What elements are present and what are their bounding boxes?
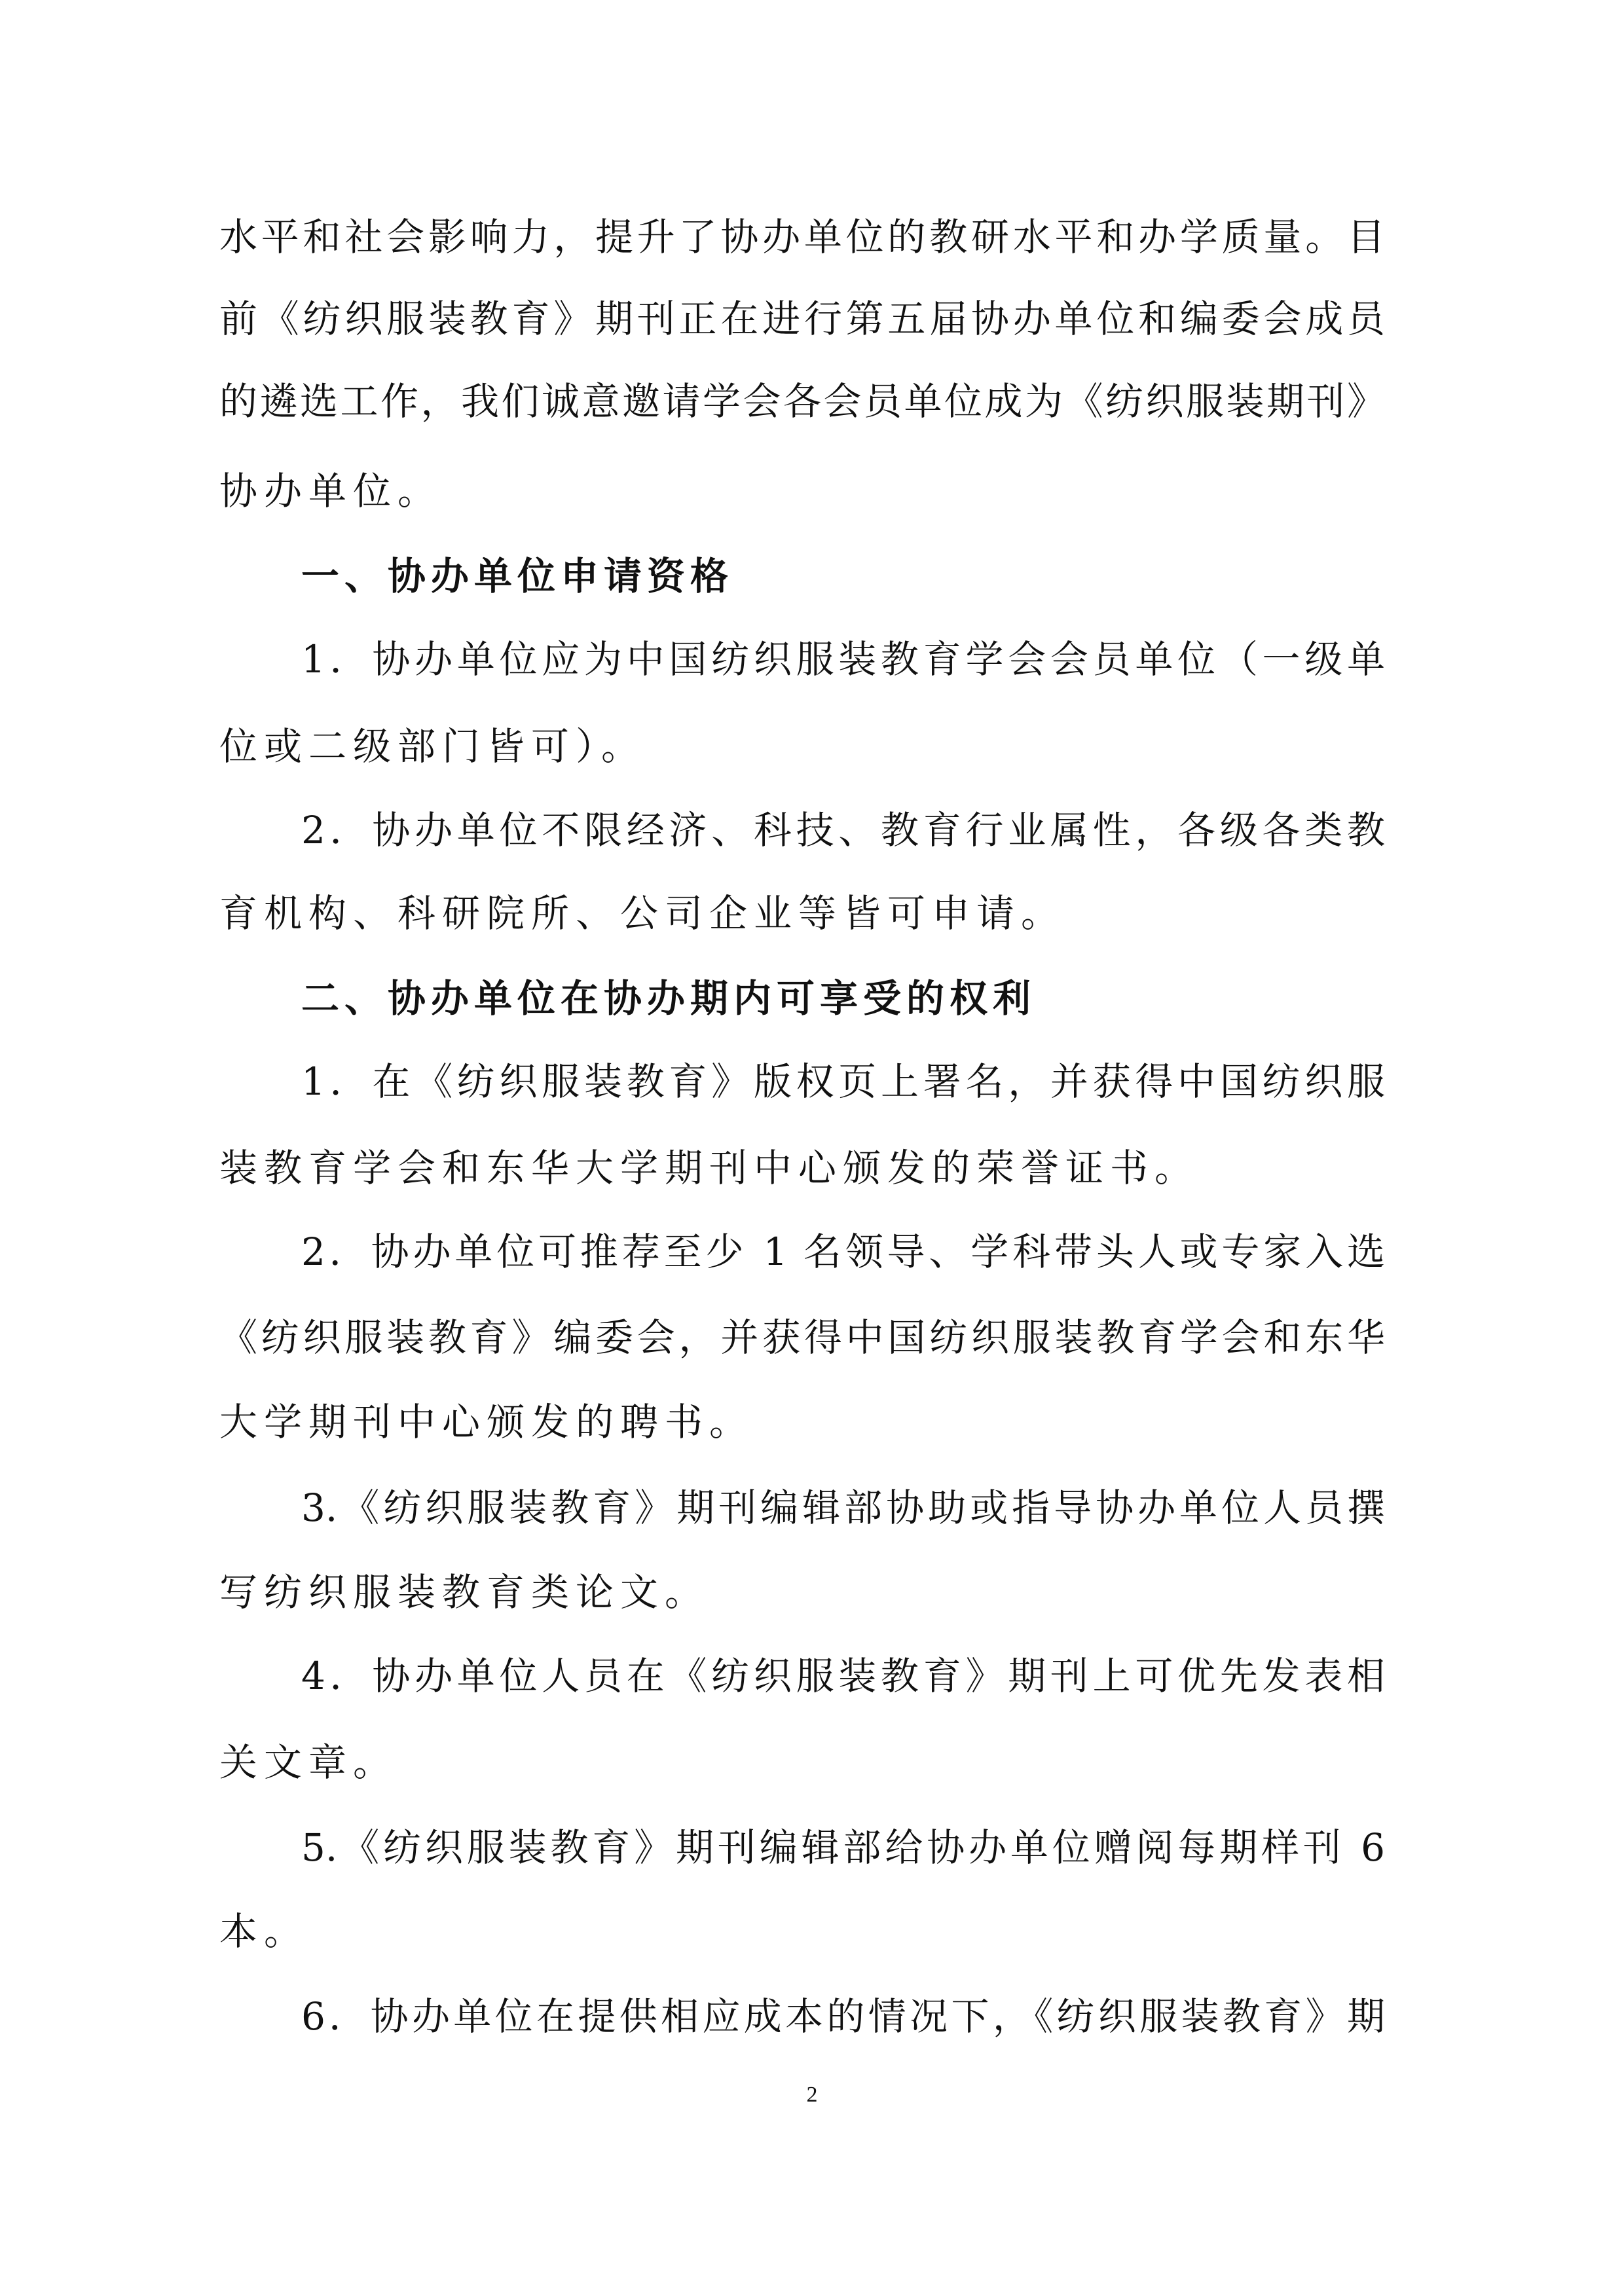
paragraph-line: 5.《纺织服装教育》期刊编辑部给协办单位赠阅每期样刊 6 bbox=[301, 1825, 1385, 1870]
section-heading: 一、协办单位申请资格 bbox=[301, 554, 734, 598]
paragraph-line: 4．协办单位人员在《纺织服装教育》期刊上可优先发表相 bbox=[301, 1654, 1385, 1698]
paragraph-line: 6．协办单位在提供相应成本的情况下，《纺织服装教育》期 bbox=[301, 1994, 1385, 2039]
paragraph-line: 写纺织服装教育类论文。 bbox=[219, 1570, 710, 1614]
paragraph-line: 位或二级部门皆可）。 bbox=[219, 724, 646, 769]
paragraph-line: 1．在《纺织服装教育》版权页上署名，并获得中国纺织服 bbox=[301, 1059, 1385, 1104]
paragraph-line: 关文章。 bbox=[219, 1740, 398, 1785]
paragraph-line: 前《纺织服装教育》期刊正在进行第五届协办单位和编委会成员 bbox=[219, 297, 1385, 341]
paragraph-line: 《纺织服装教育》编委会，并获得中国纺织服装教育学会和东华 bbox=[219, 1315, 1385, 1360]
section-heading: 二、协办单位在协办期内可享受的权利 bbox=[301, 976, 1037, 1021]
paragraph-line: 育机构、科研院所、公司企业等皆可申请。 bbox=[219, 891, 1066, 936]
paragraph-line: 3.《纺织服装教育》期刊编辑部协助或指导协办单位人员撰 bbox=[301, 1485, 1385, 1530]
paragraph-line: 协办单位。 bbox=[219, 469, 443, 513]
paragraph-line: 水平和社会影响力，提升了协办单位的教研水平和办学质量。目 bbox=[219, 215, 1385, 259]
paragraph-line: 大学期刊中心颁发的聘书。 bbox=[219, 1400, 754, 1444]
paragraph-line: 2．协办单位可推荐至少 1 名领导、学科带头人或专家入选 bbox=[301, 1230, 1385, 1274]
paragraph-line: 2．协办单位不限经济、科技、教育行业属性，各级各类教 bbox=[301, 808, 1385, 852]
paragraph-line: 装教育学会和东华大学期刊中心颁发的荣誉证书。 bbox=[219, 1146, 1200, 1190]
paragraph-line: 的遴选工作，我们诚意邀请学会各会员单位成为《纺织服装期刊》 bbox=[219, 379, 1385, 424]
page-number: 2 bbox=[806, 2083, 818, 2107]
paragraph-line: 本。 bbox=[219, 1909, 309, 1954]
paragraph-line: 1．协办单位应为中国纺织服装教育学会会员单位（一级单 bbox=[301, 637, 1385, 682]
